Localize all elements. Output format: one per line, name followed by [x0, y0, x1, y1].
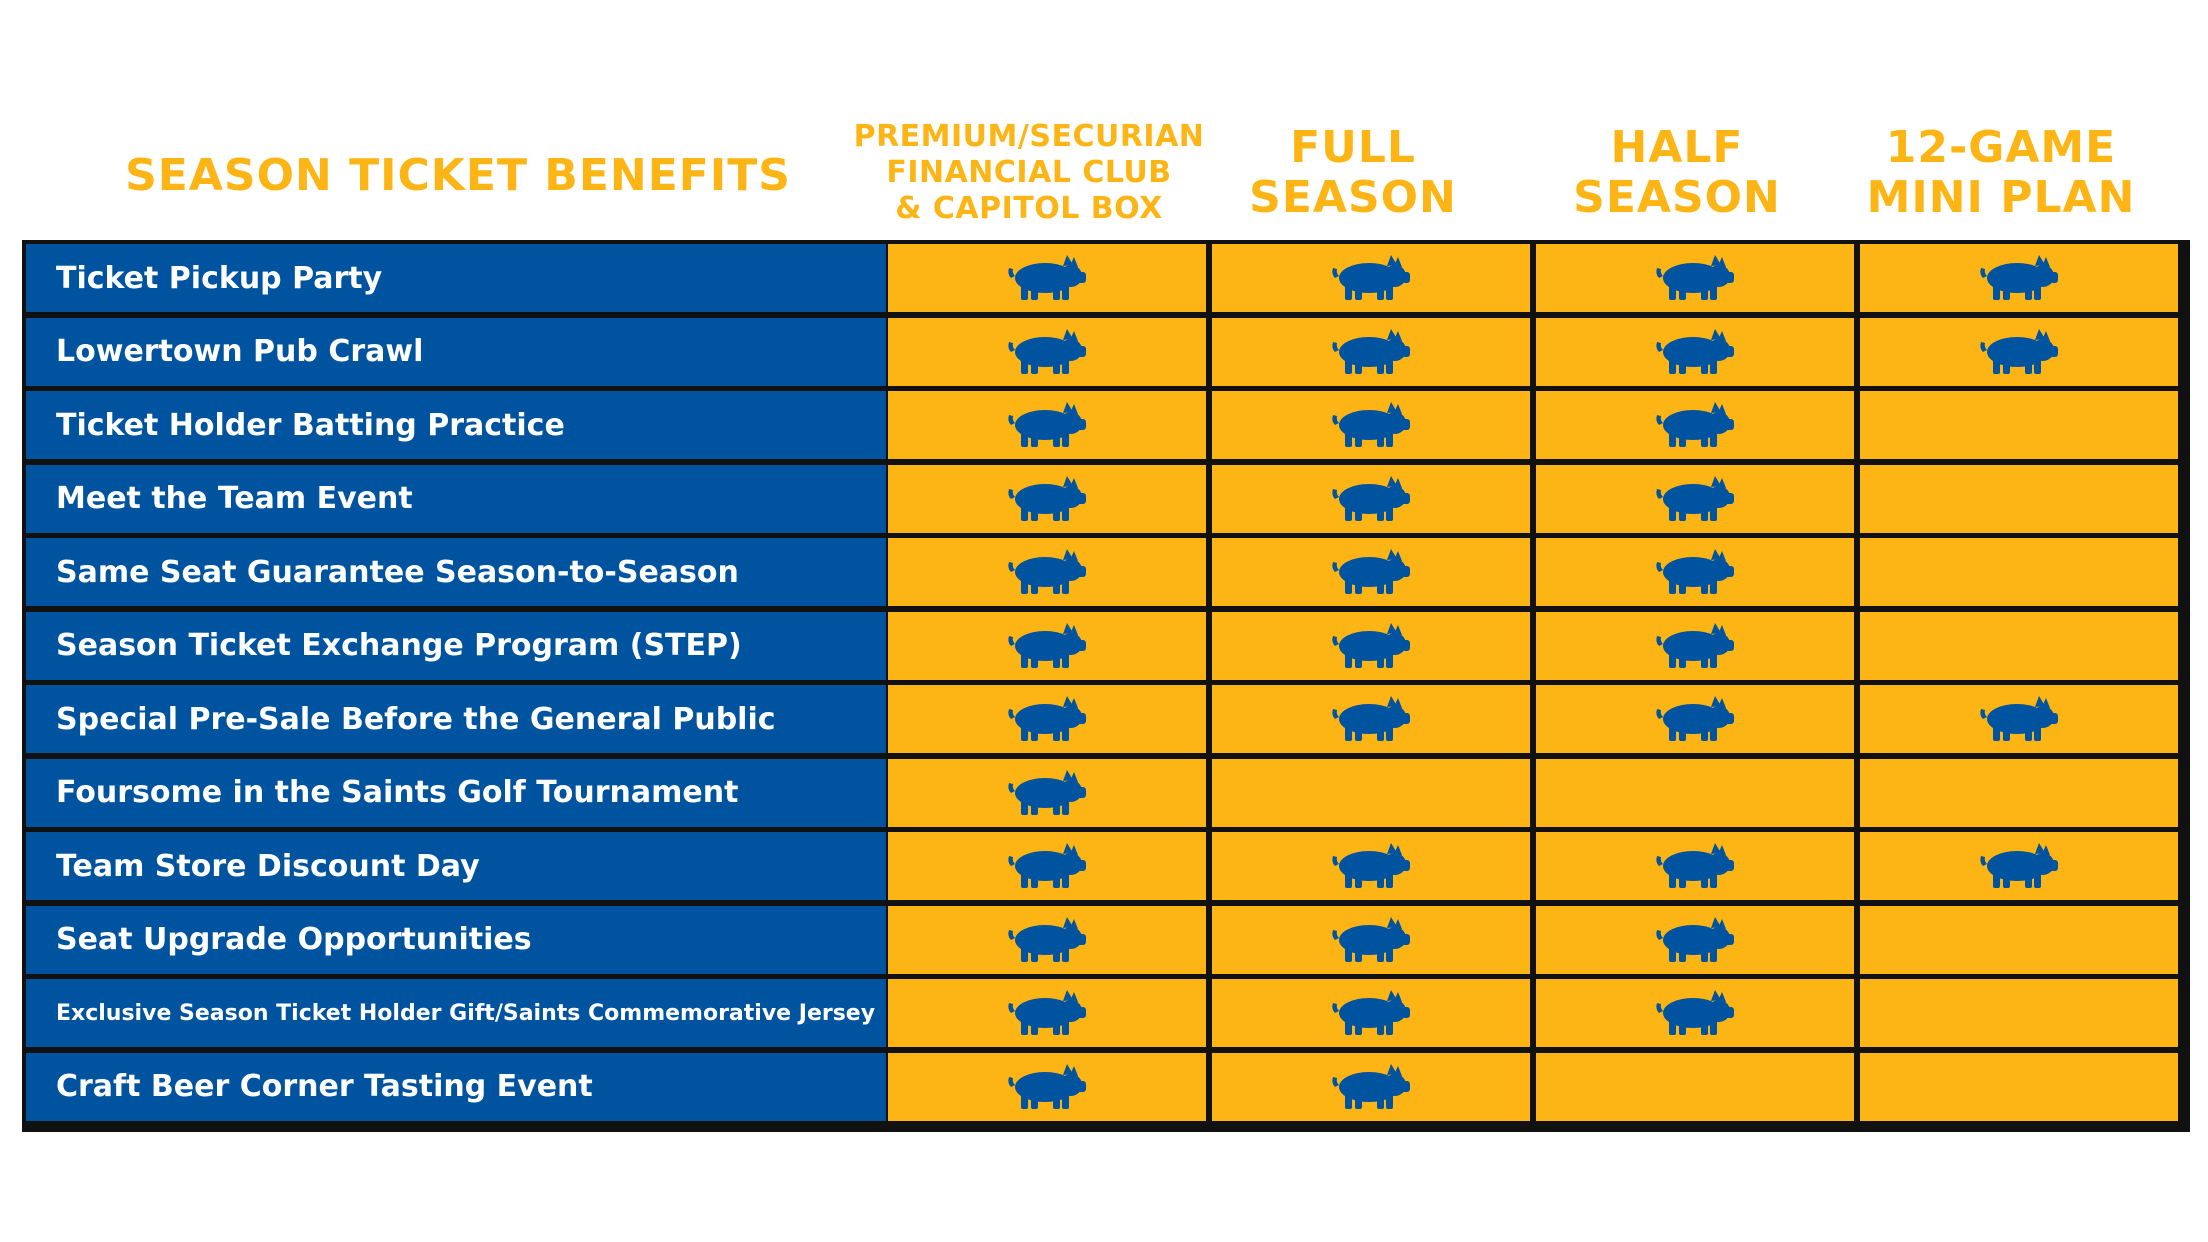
pig-icon — [1331, 548, 1411, 596]
benefit-cell — [1536, 318, 1854, 386]
benefit-cell — [1536, 1053, 1854, 1121]
pig-icon — [1007, 401, 1087, 449]
benefit-cell — [888, 685, 1206, 753]
benefit-cell — [1212, 1053, 1530, 1121]
benefit-cell — [1860, 465, 2178, 533]
benefit-cell — [1860, 979, 2178, 1047]
pig-icon — [1331, 475, 1411, 523]
benefit-cell — [1212, 465, 1530, 533]
pig-icon — [1655, 842, 1735, 890]
benefit-label: Same Seat Guarantee Season-to-Season — [26, 538, 886, 606]
table-title: SEASON TICKET BENEFITS — [125, 149, 791, 201]
benefit-label: Ticket Pickup Party — [26, 244, 886, 312]
table-row — [26, 906, 2186, 974]
table-row — [26, 832, 2186, 900]
benefit-cell — [1212, 538, 1530, 606]
pig-icon — [1655, 695, 1735, 743]
benefits-table — [22, 240, 2190, 1132]
pig-icon — [1331, 695, 1411, 743]
table-row — [26, 391, 2186, 459]
benefit-cell — [1212, 759, 1530, 827]
table-row — [26, 612, 2186, 680]
benefit-label: Special Pre-Sale Before the General Public — [26, 685, 886, 753]
benefit-cell — [1860, 759, 2178, 827]
pig-icon — [1331, 989, 1411, 1037]
benefit-cell — [888, 979, 1206, 1047]
benefit-cell — [1536, 538, 1854, 606]
pig-icon — [1007, 1063, 1087, 1111]
column-header-full-season: FULL SEASON — [1249, 121, 1457, 223]
pig-icon — [1979, 254, 2059, 302]
benefit-cell — [1860, 906, 2178, 974]
pig-icon — [1331, 254, 1411, 302]
benefit-cell — [1536, 759, 1854, 827]
benefit-cell — [888, 759, 1206, 827]
pig-icon — [1655, 401, 1735, 449]
table-row — [26, 465, 2186, 533]
benefit-label: Lowertown Pub Crawl — [26, 318, 886, 386]
benefit-label: Season Ticket Exchange Program (STEP) — [26, 612, 886, 680]
benefit-cell — [888, 832, 1206, 900]
pig-icon — [1331, 401, 1411, 449]
benefit-cell — [1212, 318, 1530, 386]
table-row — [26, 979, 2186, 1047]
benefit-cell — [1212, 244, 1530, 312]
benefit-cell — [1536, 244, 1854, 312]
benefit-label: Craft Beer Corner Tasting Event — [26, 1053, 886, 1121]
pig-icon — [1007, 989, 1087, 1037]
benefit-cell — [1212, 906, 1530, 974]
benefit-cell — [1860, 391, 2178, 459]
pig-icon — [1007, 622, 1087, 670]
column-header-premium: PREMIUM/SECURIAN FINANCIAL CLUB & CAPITOL BOX — [853, 118, 1205, 226]
pig-icon — [1655, 475, 1735, 523]
benefit-cell — [1212, 612, 1530, 680]
benefit-label: Ticket Holder Batting Practice — [26, 391, 886, 459]
benefit-cell — [1212, 979, 1530, 1047]
benefit-label: Seat Upgrade Opportunities — [26, 906, 886, 974]
benefit-cell — [1212, 832, 1530, 900]
benefit-cell — [1536, 391, 1854, 459]
pig-icon — [1979, 328, 2059, 376]
benefit-cell — [1212, 391, 1530, 459]
pig-icon — [1007, 254, 1087, 302]
benefit-cell — [1860, 244, 2178, 312]
pig-icon — [1979, 842, 2059, 890]
pig-icon — [1331, 328, 1411, 376]
benefit-cell — [1536, 685, 1854, 753]
benefit-label: Team Store Discount Day — [26, 832, 886, 900]
column-header-mini-plan: 12-GAME MINI PLAN — [1866, 121, 2136, 223]
benefit-cell — [1860, 685, 2178, 753]
pig-icon — [1655, 254, 1735, 302]
table-row — [26, 1053, 2186, 1121]
benefit-cell — [1860, 612, 2178, 680]
benefit-cell — [888, 318, 1206, 386]
column-header-half-season: HALF SEASON — [1573, 121, 1781, 223]
benefit-cell — [1860, 832, 2178, 900]
benefit-label: Meet the Team Event — [26, 465, 886, 533]
benefit-cell — [888, 538, 1206, 606]
table-row — [26, 538, 2186, 606]
pig-icon — [1655, 548, 1735, 596]
benefit-label: Foursome in the Saints Golf Tournament — [26, 759, 886, 827]
pig-icon — [1331, 916, 1411, 964]
pig-icon — [1331, 1063, 1411, 1111]
table-row — [26, 685, 2186, 753]
benefit-cell — [1536, 612, 1854, 680]
benefit-cell — [1536, 906, 1854, 974]
benefit-cell — [1536, 465, 1854, 533]
benefit-cell — [888, 1053, 1206, 1121]
pig-icon — [1655, 328, 1735, 376]
table-row — [26, 759, 2186, 827]
pig-icon — [1655, 622, 1735, 670]
pig-icon — [1007, 916, 1087, 964]
benefit-cell — [1536, 979, 1854, 1047]
pig-icon — [1979, 695, 2059, 743]
pig-icon — [1007, 548, 1087, 596]
benefit-label: Exclusive Season Ticket Holder Gift/Saints Commemorative Jersey — [26, 979, 886, 1047]
pig-icon — [1007, 695, 1087, 743]
pig-icon — [1007, 328, 1087, 376]
pig-icon — [1007, 842, 1087, 890]
pig-icon — [1007, 475, 1087, 523]
benefit-cell — [1860, 538, 2178, 606]
benefit-cell — [888, 465, 1206, 533]
pig-icon — [1007, 769, 1087, 817]
benefit-cell — [888, 244, 1206, 312]
pig-icon — [1331, 842, 1411, 890]
pig-icon — [1655, 916, 1735, 964]
benefit-cell — [1212, 685, 1530, 753]
pig-icon — [1655, 989, 1735, 1037]
pig-icon — [1331, 622, 1411, 670]
benefit-cell — [888, 391, 1206, 459]
benefit-cell — [888, 906, 1206, 974]
benefit-cell — [1536, 832, 1854, 900]
benefit-cell — [888, 612, 1206, 680]
table-row — [26, 318, 2186, 386]
benefit-cell — [1860, 318, 2178, 386]
benefit-cell — [1860, 1053, 2178, 1121]
table-row — [26, 244, 2186, 312]
